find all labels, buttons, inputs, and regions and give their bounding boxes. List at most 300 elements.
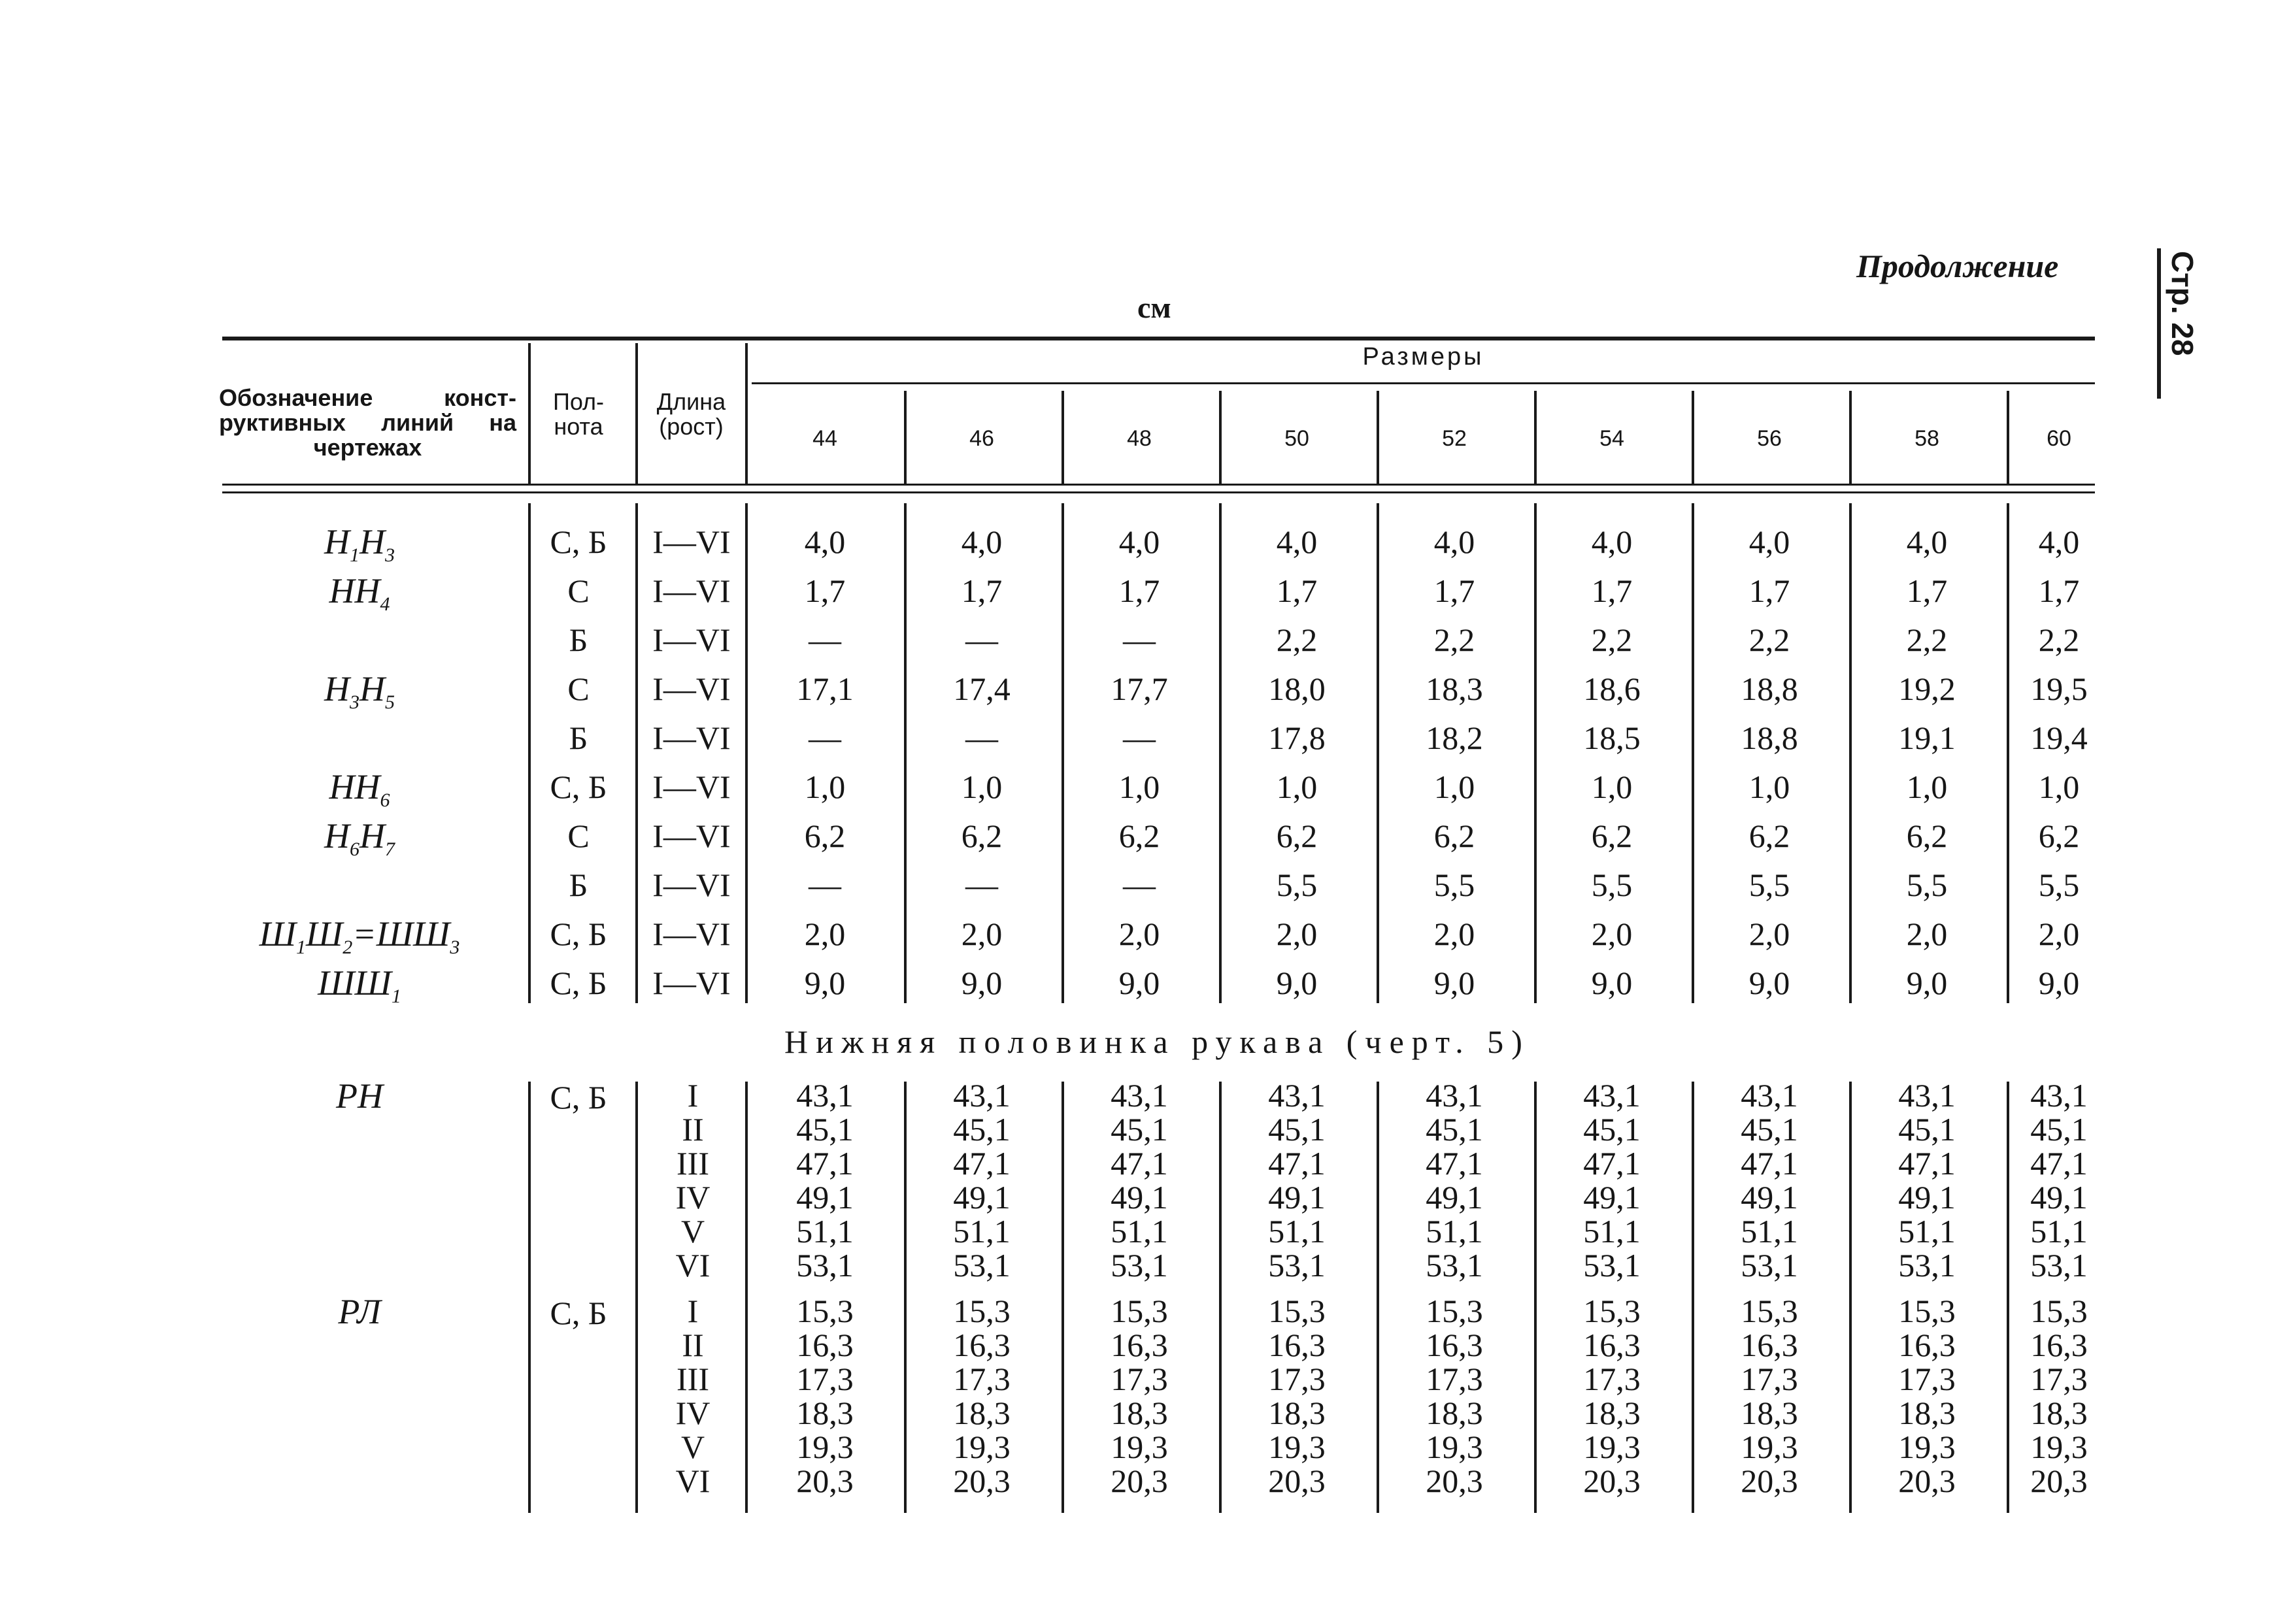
fullness-cell: С, Б (550, 965, 607, 1001)
value-cell: 53,1 (1583, 1247, 1641, 1284)
length-cell: I—VI (652, 671, 731, 707)
header-fullness (529, 389, 627, 439)
continuation-label: Продолжение (1856, 248, 2059, 284)
value-cell: 53,1 (1741, 1247, 1798, 1284)
value-cell: 15,3 (1898, 1293, 1956, 1329)
value-cell: 53,1 (1898, 1247, 1956, 1284)
value-cell: 20,3 (796, 1463, 854, 1499)
fullness-cell: С (567, 818, 590, 854)
value-cell: 2,0 (1433, 916, 1475, 952)
header-sizes: Размеры (1362, 343, 1484, 371)
size-col-52: 52 (1442, 426, 1467, 451)
value-cell: 4,0 (1118, 523, 1160, 560)
header-rule-2 (222, 491, 2095, 493)
value-cell: 17,4 (953, 671, 1011, 707)
value-cell: 15,3 (1583, 1293, 1641, 1329)
value-cell: — (809, 867, 841, 903)
value-cell: 4,0 (1276, 523, 1318, 560)
value-cell: 16,3 (1111, 1327, 1168, 1363)
value-cell: 18,3 (1741, 1395, 1798, 1431)
length-cell: VI (675, 1247, 711, 1284)
value-cell: 2,0 (2038, 916, 2080, 952)
value-cell: 45,1 (796, 1111, 854, 1148)
header-fullness-line-2: нота (554, 413, 603, 440)
value-cell: 43,1 (1426, 1077, 1483, 1114)
value-cell: 17,3 (796, 1361, 854, 1397)
value-cell: 51,1 (1111, 1213, 1168, 1250)
value-cell: 16,3 (1898, 1327, 1956, 1363)
value-stack (1862, 1078, 1992, 1282)
value-cell: 9,0 (1433, 965, 1475, 1001)
value-cell: 9,0 (961, 965, 1003, 1001)
fullness-cell: Б (569, 621, 588, 658)
value-cell: 45,1 (1111, 1111, 1168, 1148)
value-cell: 1,7 (1118, 572, 1160, 609)
value-cell: 53,1 (2030, 1247, 2088, 1284)
value-cell: 43,1 (796, 1077, 854, 1114)
fullness-cell: С, Б (550, 523, 607, 560)
value-cell: 18,3 (1583, 1395, 1641, 1431)
value-stack (760, 1078, 890, 1282)
value-cell: 45,1 (1268, 1111, 1326, 1148)
value-cell: 1,0 (1433, 769, 1475, 805)
value-cell: 18,2 (1426, 720, 1483, 756)
value-cell: 1,7 (1906, 572, 1948, 609)
value-cell: 4,0 (1591, 523, 1633, 560)
value-cell: 49,1 (953, 1179, 1011, 1216)
value-cell: 17,3 (953, 1361, 1011, 1397)
value-stack (1547, 1294, 1677, 1498)
line-designation: $ШШ_1$ (318, 963, 401, 1007)
fullness-cell: С, Б (550, 916, 607, 952)
value-cell: 49,1 (1741, 1179, 1798, 1216)
length-cell: I—VI (652, 965, 731, 1001)
value-cell: 51,1 (1426, 1213, 1483, 1250)
value-cell: 43,1 (953, 1077, 1011, 1114)
body-vline-7 (1534, 503, 1537, 1003)
value-stack (1074, 1294, 1205, 1498)
value-cell: 2,0 (1748, 916, 1790, 952)
value-cell: 43,1 (1268, 1077, 1326, 1114)
value-cell: 47,1 (796, 1145, 854, 1182)
value-cell: 47,1 (1741, 1145, 1798, 1182)
body-vline-9 (1849, 503, 1852, 1003)
value-cell: 9,0 (2038, 965, 2080, 1001)
length-cell: I—VI (652, 621, 731, 658)
value-cell: 45,1 (1583, 1111, 1641, 1148)
fullness-cell: С (567, 671, 590, 707)
value-cell: — (965, 867, 998, 903)
value-cell: 47,1 (2030, 1145, 2088, 1182)
length-stack (627, 1294, 758, 1498)
body-vline-8 (1692, 503, 1694, 1003)
value-cell: 18,3 (953, 1395, 1011, 1431)
size-col-54: 54 (1599, 426, 1624, 451)
value-cell: 20,3 (1741, 1463, 1798, 1499)
value-cell: 18,3 (1426, 1395, 1483, 1431)
lower-vline-2 (1219, 1082, 1222, 1513)
line-designation: $НН_4$ (329, 571, 390, 615)
value-cell: 19,3 (796, 1429, 854, 1465)
value-cell: 5,5 (1433, 867, 1475, 903)
lower-vline-7 (2007, 1082, 2009, 1513)
value-cell: 15,3 (953, 1293, 1011, 1329)
value-cell: 19,3 (953, 1429, 1011, 1465)
value-cell: 20,3 (1426, 1463, 1483, 1499)
value-cell: 5,5 (1591, 867, 1633, 903)
value-cell: 1,0 (961, 769, 1003, 805)
value-cell: 19,3 (1111, 1429, 1168, 1465)
value-cell: 6,2 (961, 818, 1003, 854)
value-cell: 16,3 (1741, 1327, 1798, 1363)
value-cell: 15,3 (2030, 1293, 2088, 1329)
size-col-44: 44 (812, 426, 837, 451)
length-cell: I—VI (652, 916, 731, 952)
value-cell: 19,3 (1268, 1429, 1326, 1465)
value-cell: 43,1 (1898, 1077, 1956, 1114)
value-cell: — (965, 720, 998, 756)
value-cell: 2,0 (1906, 916, 1948, 952)
size-col-58: 58 (1915, 426, 1939, 451)
length-cell: III (677, 1145, 709, 1182)
header-length-line-2: (рост) (659, 413, 724, 440)
value-cell: 9,0 (804, 965, 846, 1001)
header-vline-0 (528, 343, 531, 484)
length-cell: III (677, 1361, 709, 1397)
value-cell: 1,7 (1433, 572, 1475, 609)
lower-vline-4 (1534, 1082, 1537, 1513)
value-cell: 18,3 (1426, 671, 1483, 707)
header-fullness-line-1: Пол- (552, 388, 605, 415)
value-cell: 1,0 (1906, 769, 1948, 805)
value-cell: 19,1 (1898, 720, 1956, 756)
value-cell: 20,3 (2030, 1463, 2088, 1499)
value-cell: 51,1 (2030, 1213, 2088, 1250)
lower-vline-0 (904, 1082, 907, 1513)
value-cell: 5,5 (2038, 867, 2080, 903)
value-cell: 17,3 (1741, 1361, 1798, 1397)
value-cell: 6,2 (1118, 818, 1160, 854)
value-cell: 17,8 (1268, 720, 1326, 756)
value-cell: 2,0 (1591, 916, 1633, 952)
value-cell: 1,0 (804, 769, 846, 805)
value-cell: 2,2 (1591, 621, 1633, 658)
length-cell: II (682, 1111, 704, 1148)
sizes-vline-4 (1534, 391, 1537, 484)
value-cell: 1,7 (1748, 572, 1790, 609)
value-stack (1231, 1078, 1362, 1282)
value-cell: 2,2 (2038, 621, 2080, 658)
lower-vline-6 (1849, 1082, 1852, 1513)
length-cell: IV (675, 1395, 711, 1431)
value-cell: 15,3 (796, 1293, 854, 1329)
value-cell: 45,1 (1426, 1111, 1483, 1148)
value-cell: 51,1 (796, 1213, 854, 1250)
lower-vline-1 (1062, 1082, 1064, 1513)
value-cell: 18,6 (1583, 671, 1641, 707)
value-cell: 18,3 (796, 1395, 854, 1431)
value-cell: 45,1 (2030, 1111, 2088, 1148)
value-cell: 5,5 (1906, 867, 1948, 903)
value-cell: 9,0 (1118, 965, 1160, 1001)
value-cell: 19,5 (2030, 671, 2088, 707)
value-cell: — (1123, 867, 1156, 903)
value-cell: 1,7 (2038, 572, 2080, 609)
value-cell: 15,3 (1426, 1293, 1483, 1329)
lower-vline-full (528, 1082, 531, 1513)
value-cell: 51,1 (1898, 1213, 1956, 1250)
body-vline-1 (635, 503, 638, 1003)
value-cell: 1,7 (961, 572, 1003, 609)
value-cell: 2,2 (1276, 621, 1318, 658)
fullness-cell: С, Б (550, 1295, 607, 1331)
length-cell: V (680, 1213, 705, 1250)
value-cell: 47,1 (1111, 1145, 1168, 1182)
header-length (637, 389, 745, 439)
value-cell: 43,1 (1583, 1077, 1641, 1114)
lower-vline-5 (1692, 1082, 1694, 1513)
value-cell: 4,0 (1906, 523, 1948, 560)
value-cell: 19,2 (1898, 671, 1956, 707)
length-stack (627, 1078, 758, 1282)
header-vline-1 (635, 343, 638, 484)
length-cell: I—VI (652, 818, 731, 854)
value-cell: — (1123, 720, 1156, 756)
header-rule-1 (222, 484, 2095, 486)
value-cell: 2,0 (1276, 916, 1318, 952)
value-cell: 16,3 (1426, 1327, 1483, 1363)
value-cell: 19,3 (2030, 1429, 2088, 1465)
value-cell: 6,2 (1591, 818, 1633, 854)
length-cell: I—VI (652, 769, 731, 805)
body-vline-4 (1062, 503, 1064, 1003)
length-cell: I—VI (652, 720, 731, 756)
value-cell: 6,2 (1276, 818, 1318, 854)
value-cell: 49,1 (1898, 1179, 1956, 1216)
value-cell: 18,3 (1898, 1395, 1956, 1431)
value-cell: 18,0 (1268, 671, 1326, 707)
sizes-vline-6 (1849, 391, 1852, 484)
value-cell: — (1123, 621, 1156, 658)
value-cell: 20,3 (1583, 1463, 1641, 1499)
value-cell: 6,2 (1748, 818, 1790, 854)
top-rule (222, 337, 2095, 340)
value-cell: 1,0 (1591, 769, 1633, 805)
length-cell: V (680, 1429, 705, 1465)
line-designation: РН (336, 1076, 383, 1116)
value-cell: 49,1 (1111, 1179, 1168, 1216)
value-cell: 18,3 (1268, 1395, 1326, 1431)
value-stack (1547, 1078, 1677, 1282)
fullness-cell: Б (569, 867, 588, 903)
value-cell: 49,1 (2030, 1179, 2088, 1216)
value-cell: 15,3 (1741, 1293, 1798, 1329)
size-col-46: 46 (969, 426, 994, 451)
value-cell: 16,3 (1583, 1327, 1641, 1363)
value-cell: 17,3 (1111, 1361, 1168, 1397)
value-stack (760, 1294, 890, 1498)
value-cell: 1,7 (1276, 572, 1318, 609)
value-cell: 17,7 (1111, 671, 1168, 707)
body-vline-5 (1219, 503, 1222, 1003)
header-designation-line-3: чертежах (313, 434, 422, 461)
value-cell: 49,1 (796, 1179, 854, 1216)
value-cell: 4,0 (804, 523, 846, 560)
sizes-rule (752, 382, 2095, 384)
value-cell: 6,2 (2038, 818, 2080, 854)
value-cell: 15,3 (1268, 1293, 1326, 1329)
value-cell: 16,3 (953, 1327, 1011, 1363)
length-cell: I—VI (652, 867, 731, 903)
value-cell: — (809, 720, 841, 756)
line-designation: $Н_3Н_5$ (324, 669, 395, 713)
body-vline-2 (745, 503, 748, 1003)
lower-vline-3 (1377, 1082, 1379, 1513)
length-cell: VI (675, 1463, 711, 1499)
value-cell: 20,3 (1111, 1463, 1168, 1499)
value-cell: 2,0 (961, 916, 1003, 952)
value-cell: 47,1 (1268, 1145, 1326, 1182)
value-cell: 20,3 (1268, 1463, 1326, 1499)
line-designation: $Ш_1Ш_2=ШШ_3$ (259, 914, 460, 958)
value-cell: 51,1 (1268, 1213, 1326, 1250)
value-cell: 19,3 (1741, 1429, 1798, 1465)
value-cell: 43,1 (1111, 1077, 1168, 1114)
lower-vline-len (635, 1082, 638, 1513)
sizes-vline-5 (1692, 391, 1694, 484)
value-cell: 17,1 (796, 671, 854, 707)
value-cell: 19,3 (1426, 1429, 1483, 1465)
value-cell: 19,3 (1898, 1429, 1956, 1465)
value-cell: 18,8 (1741, 720, 1798, 756)
fullness-cell: Б (569, 720, 588, 756)
length-cell: II (682, 1327, 704, 1363)
line-designation: $НН_6$ (329, 767, 390, 811)
value-cell: 19,3 (1583, 1429, 1641, 1465)
value-stack (1389, 1078, 1520, 1282)
sizes-vline-0 (904, 391, 907, 484)
value-cell: 49,1 (1268, 1179, 1326, 1216)
line-designation: РЛ (338, 1292, 381, 1331)
value-cell: 45,1 (1741, 1111, 1798, 1148)
page-number-box (2157, 248, 2200, 399)
value-cell: — (809, 621, 841, 658)
value-cell: 6,2 (804, 818, 846, 854)
value-cell: 16,3 (2030, 1327, 2088, 1363)
value-cell: 4,0 (1433, 523, 1475, 560)
value-cell: 51,1 (1741, 1213, 1798, 1250)
value-stack (1862, 1294, 1992, 1498)
size-col-48: 48 (1127, 426, 1152, 451)
value-stack (1994, 1294, 2124, 1498)
unit-label: см (1137, 291, 1171, 324)
value-stack (916, 1078, 1047, 1282)
value-cell: 18,5 (1583, 720, 1641, 756)
value-cell: 4,0 (2038, 523, 2080, 560)
value-cell: 2,2 (1748, 621, 1790, 658)
value-cell: 9,0 (1906, 965, 1948, 1001)
value-cell: 1,0 (1118, 769, 1160, 805)
value-cell: 16,3 (1268, 1327, 1326, 1363)
value-cell: 1,0 (1748, 769, 1790, 805)
value-cell: 16,3 (796, 1327, 854, 1363)
value-cell: 1,7 (804, 572, 846, 609)
sizes-vline-1 (1062, 391, 1064, 484)
value-cell: 5,5 (1748, 867, 1790, 903)
value-cell: 45,1 (1898, 1111, 1956, 1148)
value-cell: 2,0 (1118, 916, 1160, 952)
value-cell: 47,1 (1898, 1145, 1956, 1182)
value-cell: 49,1 (1583, 1179, 1641, 1216)
value-cell: 47,1 (953, 1145, 1011, 1182)
value-cell: 9,0 (1748, 965, 1790, 1001)
value-cell: 17,3 (1426, 1361, 1483, 1397)
value-cell: 18,3 (2030, 1395, 2088, 1431)
lower-vline-vals (745, 1082, 748, 1513)
value-cell: 17,3 (1268, 1361, 1326, 1397)
value-cell: 20,3 (1898, 1463, 1956, 1499)
value-cell: 53,1 (953, 1247, 1011, 1284)
value-stack (1074, 1078, 1205, 1282)
value-stack (1389, 1294, 1520, 1498)
value-cell: 47,1 (1583, 1145, 1641, 1182)
value-cell: 2,2 (1906, 621, 1948, 658)
section-title: Нижняя половинка рукава (черт. 5) (784, 1023, 1530, 1060)
length-cell: I (687, 1293, 699, 1329)
length-cell: I—VI (652, 572, 731, 609)
length-cell: I—VI (652, 523, 731, 560)
value-cell: 6,2 (1433, 818, 1475, 854)
length-cell: IV (675, 1179, 711, 1216)
value-cell: 47,1 (1426, 1145, 1483, 1182)
sizes-vline-3 (1377, 391, 1379, 484)
value-cell: 1,0 (1276, 769, 1318, 805)
value-cell: 1,7 (1591, 572, 1633, 609)
value-cell: 2,2 (1433, 621, 1475, 658)
value-cell: 15,3 (1111, 1293, 1168, 1329)
size-col-60: 60 (2047, 426, 2071, 451)
length-cell: I (687, 1077, 699, 1114)
value-cell: — (965, 621, 998, 658)
fullness-cell: С, Б (550, 769, 607, 805)
line-designation: $Н_1Н_3$ (324, 522, 395, 566)
value-cell: 18,8 (1741, 671, 1798, 707)
value-cell: 19,4 (2030, 720, 2088, 756)
header-designation (219, 386, 516, 460)
value-cell: 17,3 (2030, 1361, 2088, 1397)
value-cell: 49,1 (1426, 1179, 1483, 1216)
header-vline-2 (745, 343, 748, 484)
value-cell: 9,0 (1276, 965, 1318, 1001)
body-vline-6 (1377, 503, 1379, 1003)
value-stack (1704, 1294, 1835, 1498)
header-designation-line-1: Обозначение конст- (219, 384, 516, 411)
value-cell: 18,3 (1111, 1395, 1168, 1431)
value-cell: 4,0 (961, 523, 1003, 560)
value-cell: 43,1 (2030, 1077, 2088, 1114)
value-cell: 17,3 (1898, 1361, 1956, 1397)
line-designation: $Н_6Н_7$ (324, 816, 395, 860)
value-cell: 43,1 (1741, 1077, 1798, 1114)
value-cell: 5,5 (1276, 867, 1318, 903)
value-cell: 53,1 (1111, 1247, 1168, 1284)
value-cell: 6,2 (1906, 818, 1948, 854)
value-cell: 53,1 (796, 1247, 854, 1284)
sizes-vline-7 (2007, 391, 2009, 484)
value-cell: 2,0 (804, 916, 846, 952)
value-cell: 9,0 (1591, 965, 1633, 1001)
value-cell: 51,1 (953, 1213, 1011, 1250)
